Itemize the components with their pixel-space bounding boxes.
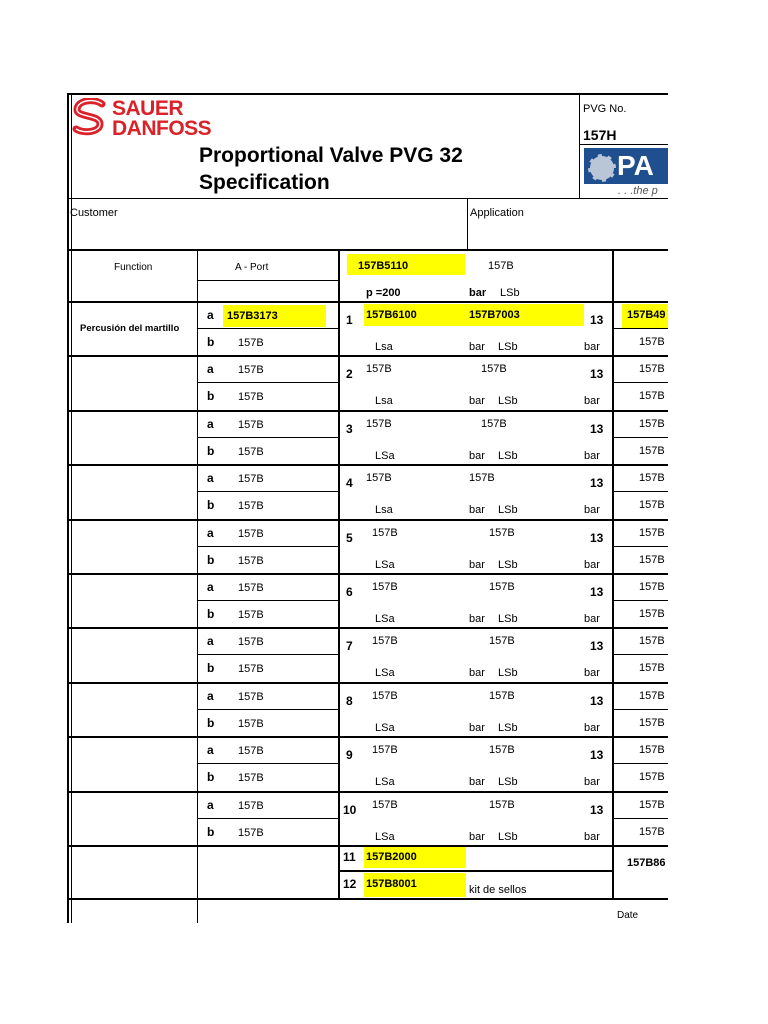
- b-letter: b: [207, 443, 215, 458]
- section-right-mid-line: [613, 546, 668, 547]
- b-letter: b: [207, 770, 215, 785]
- section-mid-line: [198, 709, 338, 710]
- b-code: 157B: [238, 826, 264, 839]
- b-letter: b: [207, 335, 215, 349]
- col2-code: 157B: [489, 526, 515, 539]
- b-code: 157B: [238, 445, 264, 458]
- row11-bottom-line: [338, 870, 613, 872]
- gear-icon: [588, 154, 616, 182]
- col1-code: 157B: [372, 798, 398, 811]
- ls-label: LSa: [375, 558, 395, 571]
- bar-label: bar: [469, 341, 485, 353]
- frame-top: [67, 93, 668, 95]
- col1-code: 157B: [366, 417, 392, 430]
- section-number: 2: [346, 367, 353, 382]
- right-a-code: 157B: [639, 581, 665, 593]
- a-code: 157B: [238, 690, 264, 703]
- b-code: 157B: [238, 391, 264, 404]
- a-letter: a: [207, 471, 214, 486]
- top-pressure: p =200: [366, 287, 401, 299]
- section-top-line: [67, 464, 668, 466]
- right-a-code: 157B: [639, 472, 665, 485]
- row11-number: 11: [343, 850, 356, 864]
- right-a-code: 157B: [639, 635, 665, 648]
- b-code: 157B: [238, 500, 264, 513]
- section-number: 9: [346, 748, 353, 763]
- bar-label: bar: [469, 449, 485, 462]
- section-mid-line: [198, 818, 338, 819]
- row11-code: 157B2000: [366, 851, 417, 863]
- r13-value: 13: [590, 693, 604, 708]
- right-a-code: 157B: [639, 689, 665, 702]
- col1-code: 157B: [372, 581, 398, 593]
- customer-bottom-line: [67, 249, 668, 251]
- function-label: Function: [114, 262, 153, 273]
- frame-left: [67, 93, 69, 923]
- row11-right-code: 157B86: [627, 857, 666, 869]
- r13-value: 13: [590, 802, 604, 817]
- right-b-code: 157B: [639, 771, 665, 784]
- b-code: 157B: [238, 772, 264, 785]
- customer-label: Customer: [70, 207, 118, 219]
- page-title-line1: Proportional Valve PVG 32: [199, 144, 463, 167]
- col1-code: 157B: [366, 472, 392, 485]
- right-b-code: 157B: [639, 608, 665, 620]
- lsb-label: LSb: [498, 830, 518, 843]
- pa-logo: [584, 148, 668, 200]
- lsb-label: LSb: [498, 395, 518, 408]
- col1-code: 157B6100: [366, 309, 417, 321]
- col-divider-main-left: [338, 250, 340, 900]
- page-title-line2: Specification: [199, 171, 330, 194]
- right-b-code: 157B: [639, 716, 665, 729]
- pvg-no-underline: [579, 144, 668, 145]
- col2-code: 157B: [489, 635, 515, 648]
- col2-code: 157B: [489, 744, 515, 757]
- a-code: 157B: [238, 418, 264, 431]
- section-top-line: [67, 791, 668, 793]
- right-a-code: 157B: [639, 744, 665, 757]
- right-b-code: 157B: [639, 662, 665, 675]
- lsb-label: LSb: [498, 504, 518, 517]
- col1-code: 157B: [372, 526, 398, 539]
- section-right-mid-line: [613, 328, 668, 329]
- b-letter: b: [207, 607, 215, 621]
- bar-label: bar: [469, 721, 485, 734]
- section-number: 1: [346, 313, 353, 327]
- col2-code: 157B: [489, 581, 515, 593]
- top-code2: 157B: [488, 260, 514, 272]
- col2-code: 157B: [481, 417, 507, 430]
- application-label: Application: [470, 207, 524, 219]
- section-number: 3: [346, 421, 353, 436]
- section-mid-line: [198, 546, 338, 547]
- customer-divider: [467, 198, 468, 250]
- section-top-line: [67, 519, 668, 521]
- a-letter: a: [207, 362, 214, 377]
- col2-code: 157B: [489, 798, 515, 811]
- bar2-label: bar: [584, 721, 600, 734]
- brand-line2: DANFOSS: [112, 117, 212, 140]
- section-right-mid-line: [613, 654, 668, 655]
- ls-label: LSa: [375, 830, 395, 843]
- row12-code: 157B8001: [366, 878, 417, 890]
- a-letter: a: [207, 580, 214, 594]
- a-code: 157B: [238, 745, 264, 758]
- pvg-no-label: PVG No.: [583, 103, 627, 115]
- pvg-no-value: 157H: [583, 127, 617, 143]
- right-b-code: 157B: [639, 390, 665, 403]
- section-mid-line: [198, 654, 338, 655]
- r13-value: 13: [590, 421, 604, 436]
- r13-value: 13: [590, 585, 604, 599]
- section-right-mid-line: [613, 382, 668, 383]
- lsb-label: LSb: [498, 776, 518, 789]
- a-letter: a: [207, 416, 214, 431]
- bar-label: bar: [469, 776, 485, 789]
- bar2-label: bar: [584, 395, 600, 408]
- bar2-label: bar: [584, 449, 600, 462]
- a-letter: a: [207, 797, 214, 812]
- section-number: 7: [346, 639, 353, 654]
- a-code: 157B: [238, 364, 264, 377]
- bar-label: bar: [469, 395, 485, 408]
- b-code: 157B: [238, 554, 264, 567]
- section-function-label: Percusión del martillo: [80, 323, 180, 334]
- r13-value: 13: [590, 530, 604, 545]
- brand-line1: SAUER: [112, 97, 184, 120]
- bar-label: bar: [469, 613, 485, 625]
- a-code: 157B3173: [227, 310, 278, 322]
- bar2-label: bar: [584, 504, 600, 517]
- b-letter: b: [207, 824, 215, 839]
- section-right-mid-line: [613, 709, 668, 710]
- b-letter: b: [207, 661, 215, 676]
- top-bar-label: bar: [469, 287, 487, 299]
- bar-label: bar: [469, 667, 485, 680]
- a-code: 157B: [238, 582, 264, 594]
- b-code: 157B: [238, 337, 264, 349]
- col1-code: 157B: [372, 635, 398, 648]
- right-a-code: 157B: [639, 526, 665, 539]
- right-b-code: 157B: [639, 553, 665, 566]
- bar2-label: bar: [584, 613, 600, 625]
- b-letter: b: [207, 498, 215, 513]
- lsb-label: LSb: [498, 667, 518, 680]
- section-mid-line: [198, 600, 338, 601]
- ls-label: LSa: [375, 721, 395, 734]
- section-right-mid-line: [613, 763, 668, 764]
- ls-label: LSa: [375, 667, 395, 680]
- ls-label: Lsa: [375, 395, 393, 408]
- right-b-code: 157B: [639, 336, 665, 348]
- section-mid-line: [198, 763, 338, 764]
- col2-code: 157B: [469, 472, 495, 485]
- lsb-label: LSb: [498, 613, 518, 625]
- section-top-line: [67, 736, 668, 738]
- ls-label: LSa: [375, 613, 395, 625]
- right-b-code: 157B: [639, 499, 665, 512]
- a-code: 157B: [238, 636, 264, 649]
- right-b-code: 157B: [639, 825, 665, 838]
- a-letter: a: [207, 688, 214, 703]
- a-code: 157B: [238, 473, 264, 486]
- lsb-label: LSb: [498, 449, 518, 462]
- section-number: 5: [346, 530, 353, 545]
- col1-code: 157B: [366, 363, 392, 376]
- section-top-line: [67, 410, 668, 412]
- col2-code: 157B: [481, 363, 507, 376]
- a-code: 157B: [238, 799, 264, 812]
- row12-note: kit de sellos: [469, 884, 527, 896]
- lower-bottom-line: [67, 898, 668, 900]
- bar-label: bar: [469, 504, 485, 517]
- right-a-code: 157B: [639, 798, 665, 811]
- top-lsb-label: LSb: [500, 287, 520, 299]
- lsb-label: LSb: [498, 721, 518, 734]
- section-mid-line: [198, 328, 338, 329]
- b-code: 157B: [238, 609, 264, 621]
- right-b-code: 157B: [639, 444, 665, 457]
- date-label: Date: [617, 910, 639, 921]
- b-code: 157B: [238, 663, 264, 676]
- bar2-label: bar: [584, 776, 600, 789]
- section-mid-line: [198, 491, 338, 492]
- r13-value: 13: [590, 367, 604, 382]
- b-letter: b: [207, 715, 215, 730]
- section-top-line: [67, 355, 668, 357]
- section-top-line: [67, 682, 668, 684]
- section-right-mid-line: [613, 491, 668, 492]
- ls-label: LSa: [375, 776, 395, 789]
- row12-number: 12: [343, 877, 357, 891]
- a-letter: a: [207, 525, 214, 540]
- bar2-label: bar: [584, 341, 600, 353]
- right-a-code: 157B49: [627, 309, 666, 321]
- b-letter: b: [207, 552, 215, 567]
- bar-label: bar: [469, 558, 485, 571]
- r13-value: 13: [590, 748, 604, 763]
- a-letter: a: [207, 634, 214, 649]
- section-mid-line: [198, 382, 338, 383]
- section-number: 4: [346, 476, 353, 491]
- sauer-danfoss-logo: [72, 98, 232, 140]
- col2-code: 157B: [489, 689, 515, 702]
- col2-code: 157B7003: [469, 309, 520, 321]
- bar2-label: bar: [584, 558, 600, 571]
- b-letter: b: [207, 389, 215, 404]
- top-row-bottom-line: [67, 301, 668, 303]
- col1-code: 157B: [372, 689, 398, 702]
- section-number: 6: [346, 585, 353, 599]
- pa-logo-text: PA: [617, 150, 654, 181]
- aport-label: A - Port: [235, 262, 269, 273]
- section-right-mid-line: [613, 818, 668, 819]
- pa-tagline: . . .the p: [618, 185, 658, 197]
- col1-code: 157B: [372, 744, 398, 757]
- lsb-label: LSb: [498, 558, 518, 571]
- ls-label: LSa: [375, 449, 395, 462]
- a-code: 157B: [238, 527, 264, 540]
- top-row-mid-line: [198, 280, 338, 281]
- bar2-label: bar: [584, 667, 600, 680]
- header-divider: [579, 93, 580, 198]
- a-letter: a: [207, 308, 214, 322]
- a-letter: a: [207, 743, 214, 758]
- r13-value: 13: [590, 313, 604, 327]
- bar2-label: bar: [584, 830, 600, 843]
- bar-label: bar: [469, 830, 485, 843]
- section-top-line: [67, 627, 668, 629]
- top-code1: 157B5110: [358, 260, 409, 272]
- section-top-line: [67, 573, 668, 575]
- section-right-mid-line: [613, 437, 668, 438]
- section-number: 10: [343, 802, 357, 817]
- ls-label: Lsa: [375, 504, 393, 517]
- logo-mark-icon: [72, 98, 108, 138]
- r13-value: 13: [590, 639, 604, 654]
- ls-label: Lsa: [375, 341, 393, 353]
- header-bottom-line: [67, 198, 668, 199]
- b-code: 157B: [238, 717, 264, 730]
- section-right-mid-line: [613, 600, 668, 601]
- right-a-code: 157B: [639, 417, 665, 430]
- right-a-code: 157B: [639, 363, 665, 376]
- col-divider-main-right: [612, 250, 614, 900]
- section-mid-line: [198, 437, 338, 438]
- r13-value: 13: [590, 476, 604, 491]
- section-number: 8: [346, 693, 353, 708]
- col-divider-function: [197, 250, 198, 923]
- lsb-label: LSb: [498, 341, 518, 353]
